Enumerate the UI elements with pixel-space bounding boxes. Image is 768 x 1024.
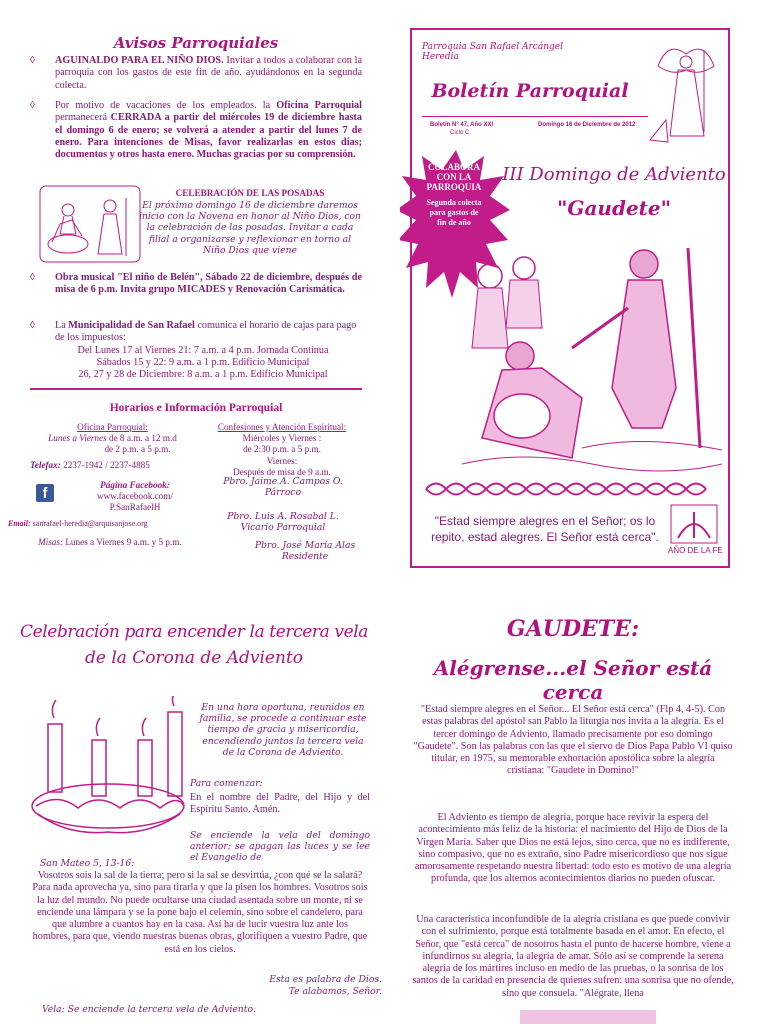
celebracion-vela: Vela: Se enciende la tercera vela de Adviento.: [42, 1004, 256, 1015]
avisos-panel: [8, 28, 363, 568]
ano-de-la-fe-text: AÑO DE LA FE: [668, 546, 723, 555]
pbro-1: Pbro. Jaime A. Campos O. Párroco: [223, 476, 343, 499]
cover-panel: [410, 28, 730, 568]
parish-name: Parroquia San Rafael Arcángel: [422, 42, 563, 52]
confesiones-block: Confesiones y Atención Espiritual: Miércoles y Viernes : de 2:30 p.m. a 5 p.m. Viernes: Después de misa de 9 a.m.: [217, 422, 347, 477]
celebracion-nombre: En el nombre del Padre, del Hijo y del Espíritu Santo. Amén.: [190, 792, 370, 816]
celebracion-panel: [14, 610, 382, 1024]
celebracion-evangelio: Vosotros sois la sal de la tierra; pero si la sal se desvirtúa, ¿con qué se la salará? Para nada aprovecha ya, sino para tirarla y que la pisen los hombres. Vosotros sois la luz del mundo. No puede ocultarse una ciudad asentada sobre un monte, ni se enciende una lámpara y se la pone bajo el celemín, sino sobre el candelero, para que alumbre a cuantos hay en la casa. Así ha de lucir vuestra luz ante los hombres, para que, viendo nuestras buenas obras, glorifiquen a vuestro Padre, que está en los cielos.: [32, 870, 368, 955]
bullet-icon: ◊: [30, 320, 35, 331]
bulletin-number: Boletín N° 47, Año XXI: [430, 122, 494, 128]
gaudete-title-2: Alégrense...el Señor está cerca: [433, 656, 713, 704]
gaudete-panel: [408, 610, 738, 1024]
facebook-block[interactable]: Página Facebook: www.facebook.com/ P.SanRafaelH: [97, 480, 173, 513]
archangel-illustration: [648, 36, 724, 146]
misas-line: Misas: Lunes a Viernes 9 a.m. y 5 p.m.: [38, 537, 182, 547]
bullet-icon: ◊: [30, 100, 35, 111]
gaudete-title-1: GAUDETE:: [506, 616, 640, 642]
cover-quote: "Estad siempre alegres en el Señor; os lo repito, estad alegres. El Señor está cerca".: [431, 514, 659, 544]
gaudete-paragraph-2: El Adviento es tiempo de alegría, porque hace revivir la espera del acontecimiento más feliz de la historia: el nacimiento del Hijo de Dios de la Virgen María. Saber que Dios no está lejos, sino cerca, que no es indiferente, sino compasivo, que no es extraño, sino Padre misericordioso que nos sigue amorosamente respetando nuestra libertad: todo esto es motivo de una alegría profunda, que los alternos acontecimientos diarios no pueden ofuscar.: [414, 812, 732, 885]
bulletin-cycle: Ciclo C: [450, 130, 470, 136]
aviso-vacaciones: ◊ Por motivo de vacaciones de los empleados. la Oficina Parroquial permanecerá CERRADA a partir del miércoles 19 de diciembre hasta el domingo 6 de enero; se volverá a atender a partir del lunes 7 de enero. Para intenciones de Misas, favor realizarlas en estos días; documentos y otros hasta enero. Muchas gracias por su comprensión.: [30, 100, 363, 161]
gaudete-paragraph-1: "Estad siempre alegres en el Señor... El Señor está cerca" (Flp 4, 4-5). Con estas palabras del apóstol san Pablo la liturgia nos invita a la alegría. Es el tercer domingo de Adviento, llamado precisamente por eso domingo "Gaudete". Son las palabras con las que el siervo de Dios Papa Pablo VI quiso titular, en 1975, su memorable exhortación apostólica sobre la alegría cristiana: "Gaudete in Domino!": [413, 704, 733, 777]
posadas-illustration: [38, 184, 142, 264]
ornamental-band: [422, 476, 718, 502]
posadas-text: El próximo domingo 16 de diciembre daremos inicio con la Novena en honor al Niño Dios, con la celebración de las posadas. Invitar a cada filial a organizarse y reflexionar en torno al Niño Dios que viene: [139, 200, 361, 256]
aviso-municipalidad: ◊ La Municipalidad de San Rafael comunica el horario de cajas para pago de los impuestos: Del Lunes 17 al Viernes 21: 7 a.m. a 4 p.m. Jornada Continua Sábados 15 y 22: 9 a.m. a 1 p.m. Edificio Municipal 26, 27 y 28 de Diciembre: 8 a.m. a 1 p.m. Edificio Municipal: [30, 320, 357, 381]
bulletin-date: Domingo 16 de Diciembre de 2012: [538, 122, 636, 128]
facebook-icon[interactable]: f: [36, 484, 54, 502]
pbro-3: Pbro. José María Alas Residente: [254, 540, 356, 563]
email-line: Email: sanrafael-heredia@arquisanjose.org: [8, 519, 148, 528]
baptism-illustration: [462, 238, 722, 478]
posadas-title: CELEBRACIÓN DE LAS POSADAS: [175, 188, 325, 198]
title-divider: [422, 116, 648, 117]
bullet-icon: ◊: [30, 272, 35, 283]
celebracion-palabra: Esta es palabra de Dios.: [269, 974, 382, 985]
bullet-icon: ◊: [30, 55, 35, 66]
section-divider: [30, 388, 362, 390]
avisos-title: Avisos Parroquiales: [113, 34, 279, 52]
aviso-aguinaldo: ◊ AGUINALDO PARA EL NIÑO DIOS. Invitar a todos a colaborar con la parroquia con los gastos de este fin de año. ayudándonos en la segunda colecta.: [30, 55, 362, 91]
ano-de-la-fe-logo: [670, 504, 718, 544]
oficina-block: Oficina Parroquial: Lunes a Viernes de 8 a.m. a 12 m.d de 2 p.m. a 5 p.m.: [48, 422, 177, 455]
advent-wreath-illustration: [28, 696, 188, 842]
horarios-title: Horarios e Información Parroquial: [109, 402, 283, 414]
pink-highlight-box: [520, 1010, 656, 1024]
telefax: Telefax: 2237-1942 / 2237-4885: [30, 460, 150, 470]
pbro-2: Pbro. Luis A. Rosabal L. Vicario Parroquial: [227, 511, 339, 534]
aviso-obra-musical: ◊ Obra musical "El niño de Belén", Sábado 22 de diciembre, después de misa de 6 p.m. Invita grupo MICADES y Renovación Carismática.: [30, 272, 362, 296]
celebracion-comenzar: Para comenzar:: [190, 778, 263, 789]
celebracion-title-1: Celebración para encender la tercera vela: [19, 622, 369, 642]
colabora-text: COLABORA CON LA PARROQUIA Segunda colecta para gastos de fin de año: [426, 162, 482, 227]
celebracion-title-2: de la Corona de Adviento: [84, 648, 304, 668]
headline-gaudete: "Gaudete": [556, 196, 672, 220]
gaudete-paragraph-3: Una característica inconfundible de la alegría cristiana es que puede convivir con el sufrimiento, porque está totalmente basada en el amor. En efecto, el Señor, que "está cerca" de nosotros hasta el punto de hacerse hombre, viene a infundirnos su alegría, la alegría de amar. Sólo así se comprende la serena alegría de los mártires incluso en medio de las pruebas, o la sonrisa de los santos de la caridad en presencia de quienes sufren: una sonrisa que no ofende, sino que consuela. "Alégrate, llena: [412, 914, 734, 999]
headline-sunday: III Domingo de Adviento: [502, 164, 726, 185]
celebracion-enciende: Se enciende la vela del domingo anterior; se apagan las luces y se lee el Evangelio de: [190, 830, 370, 864]
parish-city: Heredia: [422, 52, 459, 62]
celebracion-cita: San Mateo 5, 13-16:: [40, 858, 135, 869]
celebracion-alabamos: Te alabamos, Señor.: [288, 986, 382, 997]
celebracion-intro: En una hora oportuna, reunidos en familia, se procede a continuar este tiempo de gracia y misericordia, encendiendo juntos la tercera vela de la Corona de Adviento.: [199, 702, 367, 758]
bulletin-title: Boletín Parroquial: [431, 80, 629, 102]
